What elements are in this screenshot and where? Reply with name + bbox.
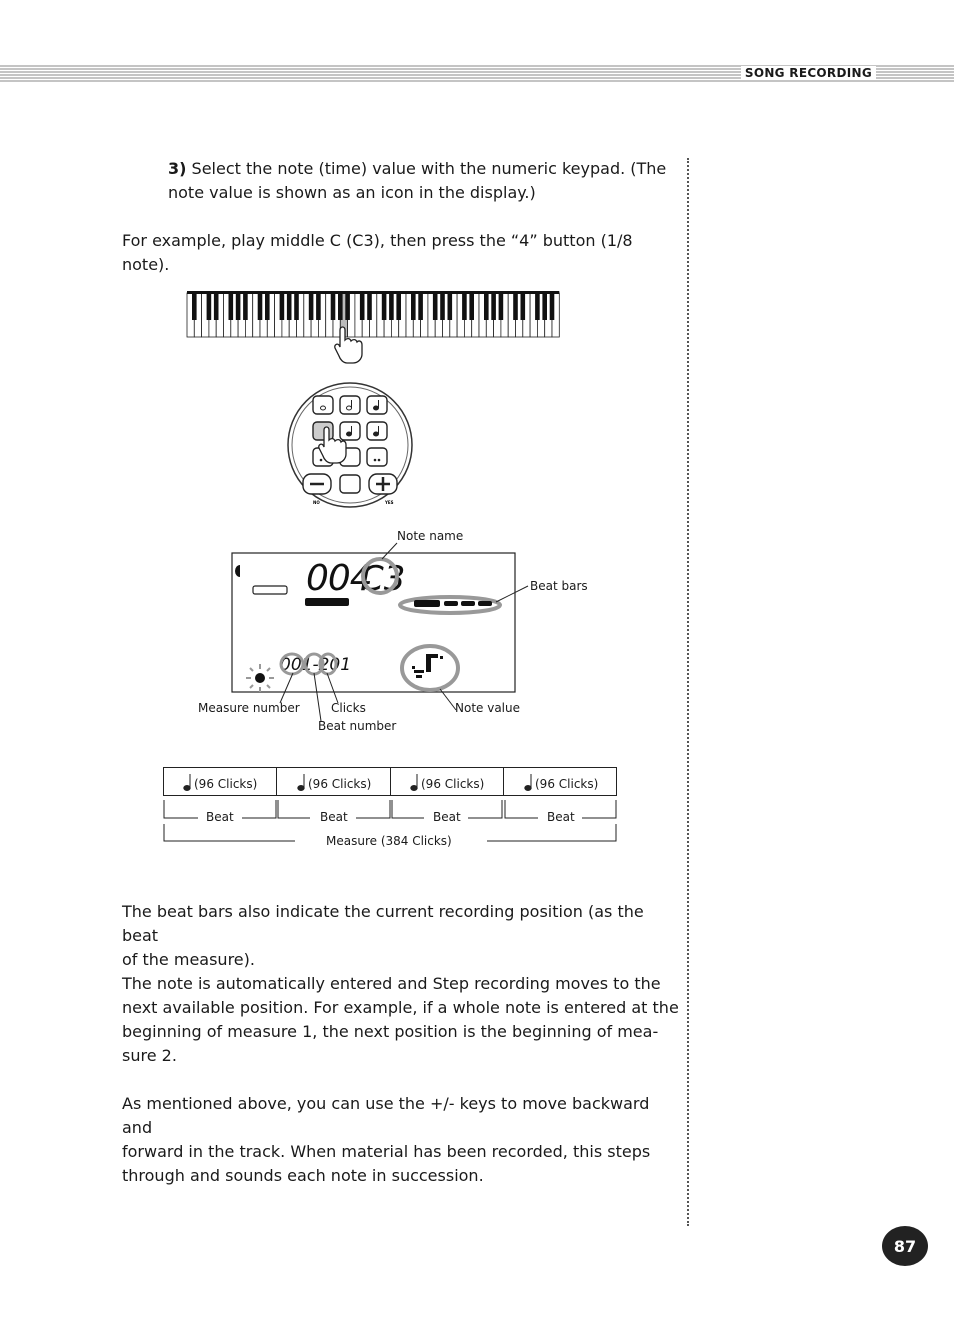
text-line: of the measure). <box>122 950 255 969</box>
text-line: next available position. For example, if a whole note is entered at the <box>122 998 679 1017</box>
step-text-line2: note value is shown as an icon in the display.) <box>168 183 536 202</box>
text-line: As mentioned above, you can use the +/- keys to move backward and <box>122 1094 650 1137</box>
step-number: 3) <box>168 159 187 178</box>
column-divider <box>687 158 689 1226</box>
step-instruction <box>168 157 678 205</box>
keypad-key-4-pressed[interactable] <box>313 422 333 440</box>
piano-black-key <box>243 293 248 320</box>
piano-black-key <box>535 293 540 320</box>
piano-black-key <box>440 293 445 320</box>
callout-note-name: Note name <box>397 529 464 543</box>
measure-label: Measure (384 Clicks) <box>326 834 452 848</box>
beat-label: Beat <box>547 810 575 824</box>
piano-black-key <box>491 293 496 320</box>
text-line: through and sounds each note in succession. <box>122 1166 484 1185</box>
numeric-keypad-illustration <box>286 381 416 511</box>
beat-label: Beat <box>206 810 234 824</box>
callout-beat-bars: Beat bars <box>530 579 588 593</box>
piano-black-key <box>484 293 489 320</box>
piano-black-key <box>236 293 241 320</box>
section-title: SONG RECORDING <box>741 66 876 80</box>
page-number: 87 <box>882 1226 928 1266</box>
text-line: The beat bars also indicate the current recording position (as the beat <box>122 902 644 945</box>
example-line1: For example, play middle C (C3), then press the “4” button (1/8 <box>122 231 633 250</box>
callout-clicks: Clicks <box>331 701 366 715</box>
text-line: forward in the track. When material has been recorded, this steps <box>122 1142 651 1161</box>
piano-black-key <box>280 293 285 320</box>
text-line: The note is automatically entered and Step recording moves to the <box>122 974 661 993</box>
piano-top-rail <box>187 291 559 294</box>
piano-black-key <box>389 293 394 320</box>
piano-black-key <box>331 293 336 320</box>
piano-black-key <box>499 293 504 320</box>
keypad-key-6[interactable] <box>367 422 387 440</box>
piano-black-key <box>433 293 438 320</box>
step-text: Select the note (time) value with the numeric keypad. (The <box>191 159 667 178</box>
piano-black-key <box>207 293 212 320</box>
piano-black-key <box>411 293 416 320</box>
piano-black-key <box>521 293 526 320</box>
piano-black-key <box>469 293 474 320</box>
paragraph-plus-minus <box>122 1092 682 1188</box>
piano-black-key <box>462 293 467 320</box>
beat-cell-clicks: (96 Clicks) <box>421 777 485 791</box>
beat-label: Beat <box>320 810 348 824</box>
lcd-display-illustration <box>190 528 610 740</box>
piano-black-key <box>367 293 372 320</box>
callout-note-value: Note value <box>455 701 520 715</box>
measure-diagram <box>160 764 622 854</box>
keypad-key-2[interactable] <box>340 396 360 414</box>
keypad-key-9[interactable] <box>367 448 387 466</box>
example-line2: note). <box>122 255 170 274</box>
callout-beat-number: Beat number <box>318 719 397 733</box>
keypad-key-1[interactable] <box>313 396 333 414</box>
beat-label: Beat <box>433 810 461 824</box>
beat-cell-clicks: (96 Clicks) <box>194 777 258 791</box>
lcd-bar-segment <box>305 598 349 606</box>
piano-black-key <box>345 293 350 320</box>
paragraph-beat-bars <box>122 900 682 972</box>
piano-black-key <box>258 293 263 320</box>
lcd-digits: 004 <box>306 558 372 599</box>
beat-cell-clicks: (96 Clicks) <box>535 777 599 791</box>
beat-bars <box>414 600 492 607</box>
keypad-yes-label: YES <box>385 500 394 505</box>
piano-black-key <box>287 293 292 320</box>
piano-black-key <box>192 293 197 320</box>
lcd-counter: 001-201 <box>280 655 352 675</box>
lcd-note-name: C3 <box>360 559 406 599</box>
piano-black-key <box>229 293 234 320</box>
piano-black-key <box>360 293 365 320</box>
keyboard-illustration <box>184 290 566 366</box>
piano-black-key <box>265 293 270 320</box>
piano-black-key <box>418 293 423 320</box>
text-line: beginning of measure 1, the next position is the beginning of mea- <box>122 1022 659 1041</box>
keypad-key-0[interactable] <box>340 475 360 493</box>
callout-measure-number: Measure number <box>198 701 300 715</box>
piano-black-key <box>294 293 299 320</box>
piano-black-key <box>396 293 401 320</box>
piano-black-key <box>513 293 518 320</box>
beat-cell-clicks: (96 Clicks) <box>308 777 372 791</box>
sun-indicator-icon <box>246 664 274 692</box>
keypad-no-label: NO <box>313 500 320 505</box>
paragraph-auto-entry <box>122 972 682 1068</box>
keypad-key-3[interactable] <box>367 396 387 414</box>
piano-black-key <box>316 293 321 320</box>
piano-black-key <box>550 293 555 320</box>
example-text <box>122 229 682 277</box>
piano-black-key <box>542 293 547 320</box>
piano-black-key <box>382 293 387 320</box>
text-line: sure 2. <box>122 1046 177 1065</box>
piano-black-key <box>338 293 343 320</box>
keypad-key-5[interactable] <box>340 422 360 440</box>
piano-black-key <box>214 293 219 320</box>
piano-black-key <box>448 293 453 320</box>
piano-black-key <box>309 293 314 320</box>
